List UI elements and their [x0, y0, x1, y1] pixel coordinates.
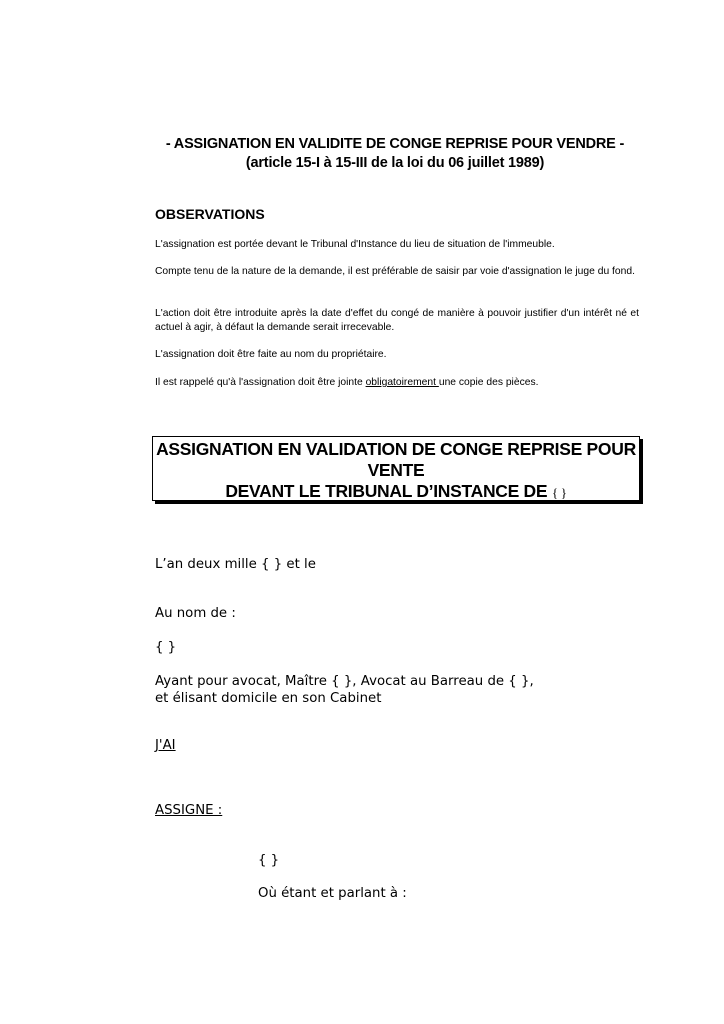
jai-heading: J'AI: [155, 738, 176, 753]
observation-paragraph: L'assignation est portée devant le Tribunal d'Instance du lieu de situation de l'immeuble.: [155, 239, 555, 250]
observations-heading: OBSERVATIONS: [155, 206, 265, 222]
observation-text: une copie des pièces.: [438, 377, 539, 388]
box-title-line: [153, 481, 639, 502]
lawyer-line: Ayant pour avocat, Maître { }, Avocat au Barreau de { },: [155, 674, 534, 689]
document-title: - ASSIGNATION EN VALIDITE DE CONGE REPRISE POUR VENDRE -: [165, 136, 625, 152]
observation-paragraph: L'action doit être introduite après la date d'effet du congé de manière à pouvoir justifier d'un intérêt né et actuel à agir, à défaut la demande serait irrecevable.: [155, 308, 639, 333]
year-line: L’an deux mille { } et le: [155, 557, 316, 572]
assigne-heading: ASSIGNE :: [155, 803, 223, 818]
observation-text: Il est rappelé qu'à l'assignation doit être jointe: [155, 377, 366, 388]
domicile-line: et élisant domicile en son Cabinet: [155, 691, 382, 706]
box-title-line: ASSIGNATION EN VALIDATION DE CONGE REPRISE POUR: [156, 439, 636, 459]
parlant-line: Où étant et parlant à :: [258, 886, 407, 901]
observation-paragraph-pieces: [155, 376, 639, 390]
au-nom-label: Au nom de :: [155, 606, 236, 621]
observation-paragraph: Compte tenu de la nature de la demande, il est préférable de saisir par voie d'assignation le juge du fond.: [155, 266, 635, 277]
lawyer-paragraph: [155, 673, 534, 707]
requester-placeholder: { }: [155, 640, 177, 655]
heading-box: [152, 436, 640, 501]
box-title-line: VENTE: [367, 460, 425, 480]
box-tribunal-text: DEVANT LE TRIBUNAL D’INSTANCE DE: [225, 481, 548, 501]
tribunal-placeholder: { }: [551, 485, 567, 500]
defendant-placeholder: { }: [258, 853, 280, 868]
document-subtitle: (article 15-I à 15-III de la loi du 06 juillet 1989): [245, 155, 545, 171]
underlined-word: obligatoirement: [365, 377, 439, 388]
observation-paragraph: L'assignation doit être faite au nom du propriétaire.: [155, 349, 387, 360]
